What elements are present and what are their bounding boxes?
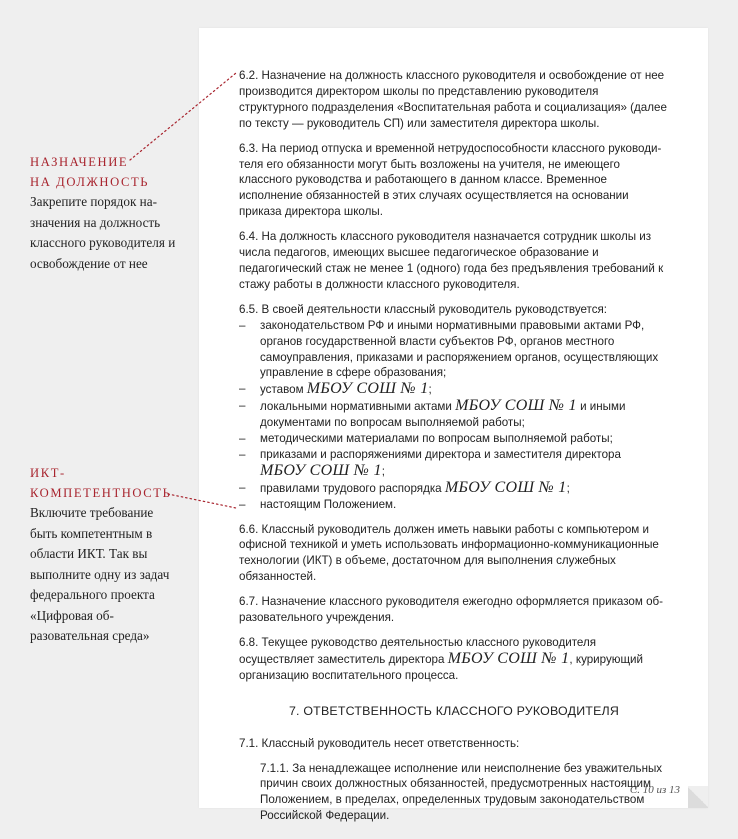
school-name: МБОУ СОШ № 1 [306, 380, 429, 398]
list-item: – настоящим Положением. [239, 497, 669, 513]
paragraph-6-2: 6.2. Назначение на должность классного руководителя и освобождение от нее производится директором школы по представлению руководителя структурного подразделения «Воспитательная работа и социализация» (далее по тексту — руководитель СП) или заместителя директора школы. [239, 69, 667, 130]
paragraph-6-4: 6.4. На должность классного руководителя назначается сотрудник школы из числа педагогов, имеющих высшее педагогическое образование и педагогический стаж не менее 1 (одного) года без предъявления требований к стажу работы в должности классного руководителя. [239, 230, 664, 291]
note-title: ИКТ- КОМПЕТЕНТНОСТЬ [30, 466, 172, 500]
school-name: МБОУ СОШ № 1 [260, 461, 382, 479]
school-name: МБОУ СОШ № 1 [447, 649, 570, 667]
list-item: – приказами и распоряжениями директора и заместителя директора МБОУ СОШ № 1; [239, 447, 669, 480]
list-item: – методическими материалами по вопросам выполняемой работы; [239, 431, 669, 447]
leader-line-ict [168, 494, 236, 508]
section-7-title: 7. ОТВЕТСТВЕННОСТЬ КЛАССНОГО РУКОВОДИТЕЛЯ [288, 703, 620, 718]
list-item: – локальными нормативными актами МБОУ СОШ № 1 и иными документами по вопросам выполняемой работы; [239, 398, 669, 431]
school-name: МБОУ СОШ № 1 [444, 478, 567, 496]
paragraph-6-6: 6.6. Классный руководитель должен иметь навыки работы с компьютером и офисной техникой и уметь использовать информационно-коммуникационные технологии (ИКТ) в объеме, достаточном для выполнения служебных обязанностей. [239, 522, 659, 584]
note-text: Включите требование быть компетентным в области ИКТ. Так вы выполните одну из задач федерального проекта «Цифровая образовательная среда» [30, 505, 170, 643]
list-item: – правилами трудового распорядка МБОУ СОШ № 1; [239, 480, 669, 497]
note-title: НАЗНАЧЕНИЕ НА ДОЛЖНОСТЬ [30, 155, 150, 189]
paragraph-7-1: 7.1. Классный руководитель несет ответственность: [239, 736, 520, 750]
school-name: МБОУ СОШ № 1 [455, 397, 577, 415]
note-text: Закрепите порядок назначения на должность классного руководителя и освобождение от нее [30, 194, 176, 271]
page-number: С. 10 из 13 [629, 784, 680, 796]
paragraph-6-7: 6.7. Назначение классного руководителя ежегодно оформляется приказом образовательного учреждения. [239, 595, 664, 625]
paragraph-6-8: 6.8. Текущее руководство деятельностью классного руководителя осуществляет заместитель директора МБОУ СОШ № 1, курирующий организацию воспитательного процесса. [239, 636, 643, 682]
leader-line-appointment [130, 73, 236, 160]
list-item: – уставом МБОУ СОШ № 1; [239, 381, 669, 398]
paragraph-7-1-1: 7.1.1. За ненадлежащее исполнение или неисполнение без уважительных причин своих должностных обязанностей, предусмотренных настоящим Положением, в пределах, определенных трудовым законодательством Российской Федерации. [260, 761, 663, 823]
list-item: – законодательством РФ и иными нормативными правовыми актами РФ, органов государственной власти субъектов РФ, органов местного самоуправления, приказами и распоряжением органов, осуществляющих управление в сфере образования; [239, 318, 669, 382]
paragraph-6-5: 6.5. В своей деятельности классный руководитель руководствуется: [239, 302, 608, 316]
paragraph-6-3: 6.3. На период отпуска и временной нетрудоспособности классного руководителя его обязанности могут быть возложены на учителя, не имеющего классного руководства и работающего в данном классе. Временное исполнение обязанностей в этих случаях осуществляется на основании приказа директора школы. [239, 141, 662, 219]
